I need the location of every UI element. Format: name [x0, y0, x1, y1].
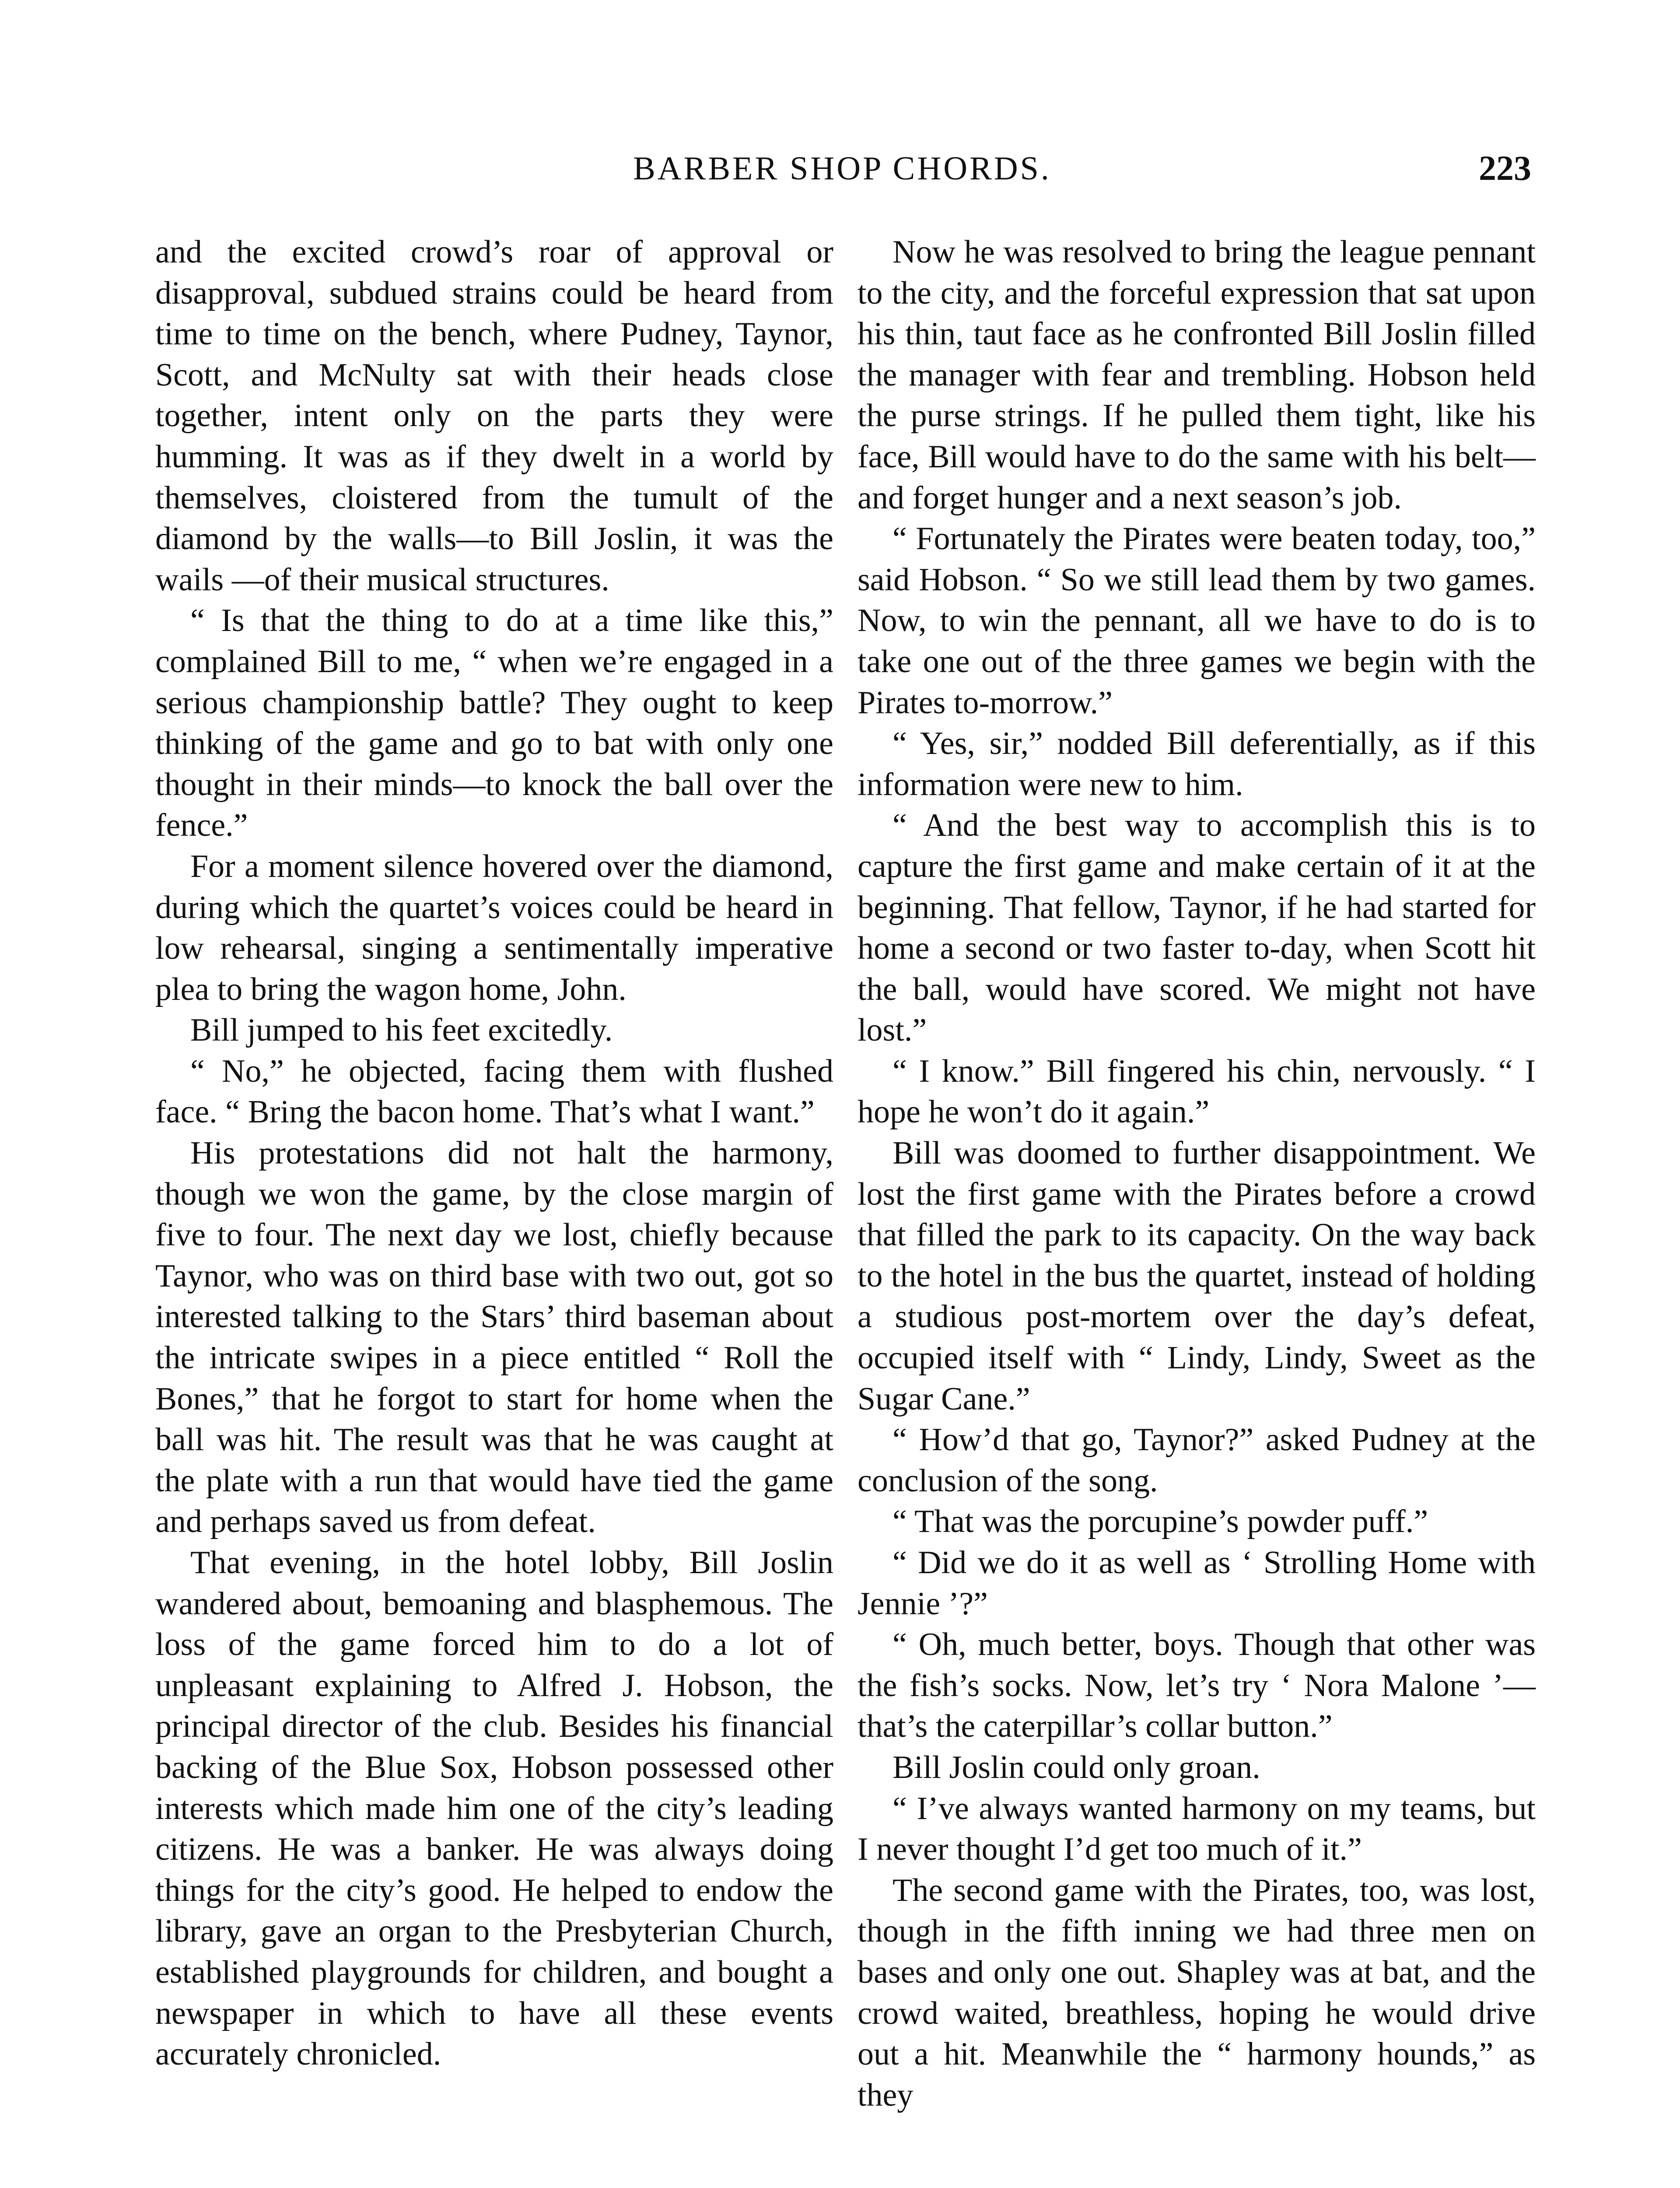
paragraph: “ Fortunately the Pirates were beaten today, too,” said Hobson. “ So we still lead them by two games. Now, to win the pennant, all we have to do is to take one out of the three games we begin with the Pirates to-morrow.” [858, 521, 1536, 721]
paragraph: and the excited crowd’s roar of approval or disapproval, subdued strains could be heard from time to time on the bench, where Pudney, Taynor, Scott, and McNulty sat with their heads close together, intent only on the parts they were humming. It was as if they dwelt in a world by themselves, cloistered from the tumult of the diamond by the walls—to Bill Joslin, it was the wails —of their musical structures. [155, 234, 833, 598]
paragraph: “ Is that the thing to do at a time like this,” complained Bill to me, “ when we’re engaged in a serious championship battle? They ought to keep thinking of the game and go to bat with only one thought in their minds—to knock the ball over the fence.” [155, 603, 833, 844]
paragraph: Bill was doomed to further disappointment. We lost the first game with the Pirates before a crowd that filled the park to its capacity. On the way back to the hotel in the bus the quartet, instead of holding a studious post-mortem over the day’s defeat, occupied itself with “ Lindy, Lindy, Sweet as the Sugar Cane.” [858, 1135, 1536, 1417]
paragraph: His protestations did not halt the harmony, though we won the game, by the close margin of five to four. The next day we lost, chiefly because Taynor, who was on third base with two out, got so interested talking to the Stars’ third baseman about the intricate swipes in a piece entitled “ Roll the Bones,” that he forgot to start for home when the ball was hit. The result was that he was caught at the plate with a run that would have tied the game and perhaps saved us from defeat. [155, 1135, 833, 1540]
paragraph: “ I’ve always wanted harmony on my teams, but I never thought I’d get too much of it.” [858, 1790, 1536, 1868]
running-title: BARBER SHOP CHORDS. [633, 150, 1051, 187]
paragraph: “ How’d that go, Taynor?” asked Pudney at the conclusion of the song. [858, 1422, 1536, 1499]
paragraph: Now he was resolved to bring the league pennant to the city, and the forceful expression that sat upon his thin, taut face as he confronted Bill Joslin filled the manager with fear and trembling. Hobson held the purse strings. If he pulled them tight, like his face, Bill would have to do the same with his belt—and forget hunger and a next season’s job. [858, 234, 1536, 516]
paragraph: For a moment silence hovered over the diamond, during which the quartet’s voices could be heard in low rehearsal, singing a sentimentally imperative plea to bring the wagon home, John. [155, 848, 833, 1007]
paragraph: “ I know.” Bill fingered his chin, nervously. “ I hope he won’t do it again.” [858, 1053, 1536, 1130]
right-column [858, 232, 1536, 2116]
paragraph: The second game with the Pirates, too, was lost, though in the fifth inning we had three men on bases and only one out. Shapley was at bat, and the crowd waited, breathless, hoping he would drive out a hit. Meanwhile the “ harmony hounds,” as they [858, 1872, 1536, 2113]
paragraph: “ No,” he objected, facing them with flushed face. “ Bring the bacon home. That’s what I want.” [155, 1053, 833, 1130]
paragraph: “ Oh, much better, boys. Though that other was the fish’s socks. Now, let’s try ‘ Nora Malone ’—that’s the caterpillar’s collar button.” [858, 1627, 1536, 1745]
paragraph: “ And the best way to accomplish this is to capture the first game and make certain of it at the beginning. That fellow, Taynor, if he had started for home a second or two faster to-day, when Scott hit the ball, would have scored. We might not have lost.” [858, 807, 1536, 1048]
paragraph: “ That was the porcupine’s powder puff.” [892, 1504, 1428, 1540]
paragraph: “ Yes, sir,” nodded Bill deferentially, as if this information were new to him. [858, 726, 1536, 803]
page-header [153, 144, 1531, 193]
paragraph: “ Did we do it as well as ‘ Strolling Home with Jennie ’?” [858, 1545, 1536, 1622]
paragraph: Bill jumped to his feet excitedly. [190, 1012, 613, 1048]
paragraph: Bill Joslin could only groan. [892, 1749, 1260, 1785]
left-column [155, 232, 833, 2075]
paragraph: That evening, in the hotel lobby, Bill Joslin wandered about, bemoaning and blasphemous. The loss of the game forced him to do a lot of unpleasant explaining to Alfred J. Hobson, the principal director of the club. Besides his financial backing of the Blue Sox, Hobson possessed other interests which made him one of the city’s leading citizens. He was a banker. He was always doing things for the city’s good. He helped to endow the library, gave an organ to the Presbyterian Church, established playgrounds for children, and bought a newspaper in which to have all these events accurately chronicled. [155, 1545, 833, 2072]
page-number: 223 [1479, 149, 1531, 188]
